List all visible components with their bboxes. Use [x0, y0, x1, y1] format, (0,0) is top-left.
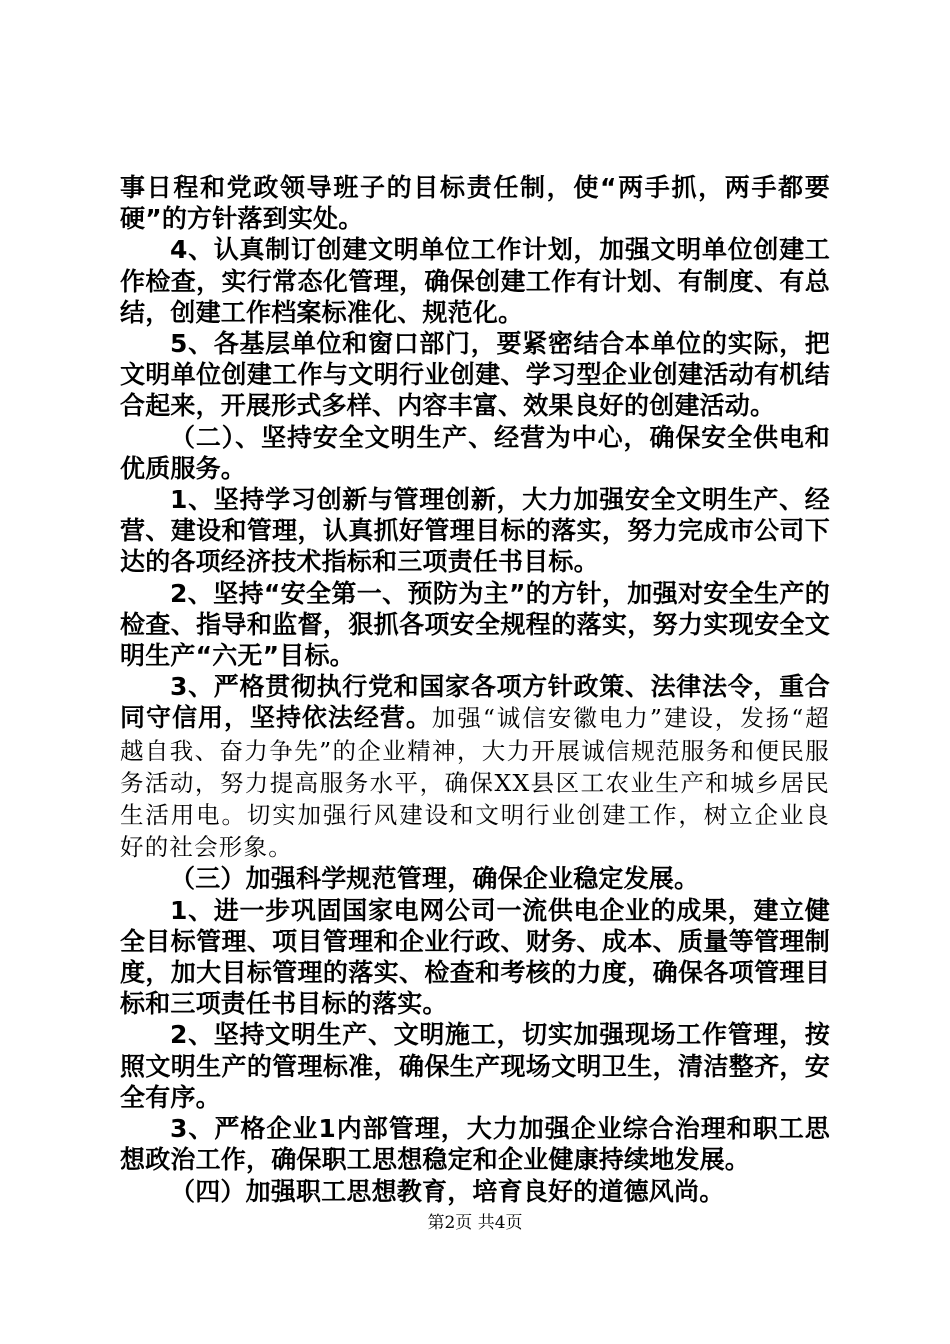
paragraph-7-continuation: 加强“诚信安徽电力”建设，发扬“超越自我、奋力争先”的企业精神，大力开展诚信规范服务和便民服务活动，努力提高服务水平，确保XX县区工农业生产和城乡居民生活用电。切实加强行风建设和文明行业创建工作，树立企业良好的社会形象。 [120, 704, 830, 862]
section-heading-3: （三）加强科学规范管理，确保企业稳定发展。 [170, 864, 700, 894]
paragraph-9: 1、进一步巩固国家电网公司一流供电企业的成果，建立健全目标管理、项目管理和企业行政、财务、成本、质量等管理制度，加大目标管理的落实、检查和考核的力度，确保各项管理目标和三项责任书目标的落实。 [120, 895, 830, 1019]
paragraph-7-lead: 3、严格贯彻执行党和国家各项方针政策、法律法令，重合同守信用，坚持依法经营。 [120, 672, 830, 733]
paragraph-2: 4、认真制订创建文明单位工作计划，加强文明单位创建工作检查，实行常态化管理，确保创建工作有计划、有制度、有总结，创建工作档案标准化、规范化。 [120, 235, 830, 327]
section-heading-2: （二）、坚持安全文明生产、经营为中心，确保安全供电和优质服务。 [120, 422, 830, 483]
paragraph-10: 2、坚持文明生产、文明施工，切实加强现场工作管理，按照文明生产的管理标准，确保生产现场文明卫生，清洁整齐，安全有序。 [120, 1020, 830, 1112]
body-text [120, 172, 830, 1207]
paragraph-11: 3、严格企业1内部管理，大力加强企业综合治理和职工思想政治工作，确保职工思想稳定和企业健康持续地发展。 [120, 1114, 830, 1175]
paragraph-6: 2、坚持“安全第一、预防为主”的方针，加强对安全生产的检查、指导和监督，狠抓各项安全规程的落实，努力实现安全文明生产“六无”目标。 [120, 578, 830, 671]
paragraph-3: 5、各基层单位和窗口部门，要紧密结合本单位的实际，把文明单位创建工作与文明行业创建、学习型企业创建活动有机结合起来，开展形式多样、内容丰富、效果良好的创建活动。 [120, 329, 830, 421]
paragraph-7 [120, 671, 830, 863]
section-heading-4: （四）加强职工思想教育，培育良好的道德风尚。 [170, 1176, 725, 1206]
page-number-footer: 第2页 共4页 [427, 1213, 523, 1233]
paragraph-1: 事日程和党政领导班子的目标责任制，使“两手抓，两手都要硬”的方针落到实处。 [120, 173, 830, 234]
paragraph-5: 1、坚持学习创新与管理创新，大力加强安全文明生产、经营、建设和管理，认真抓好管理目标的落实，努力完成市公司下达的各项经济技术指标和三项责任书目标。 [120, 485, 830, 577]
